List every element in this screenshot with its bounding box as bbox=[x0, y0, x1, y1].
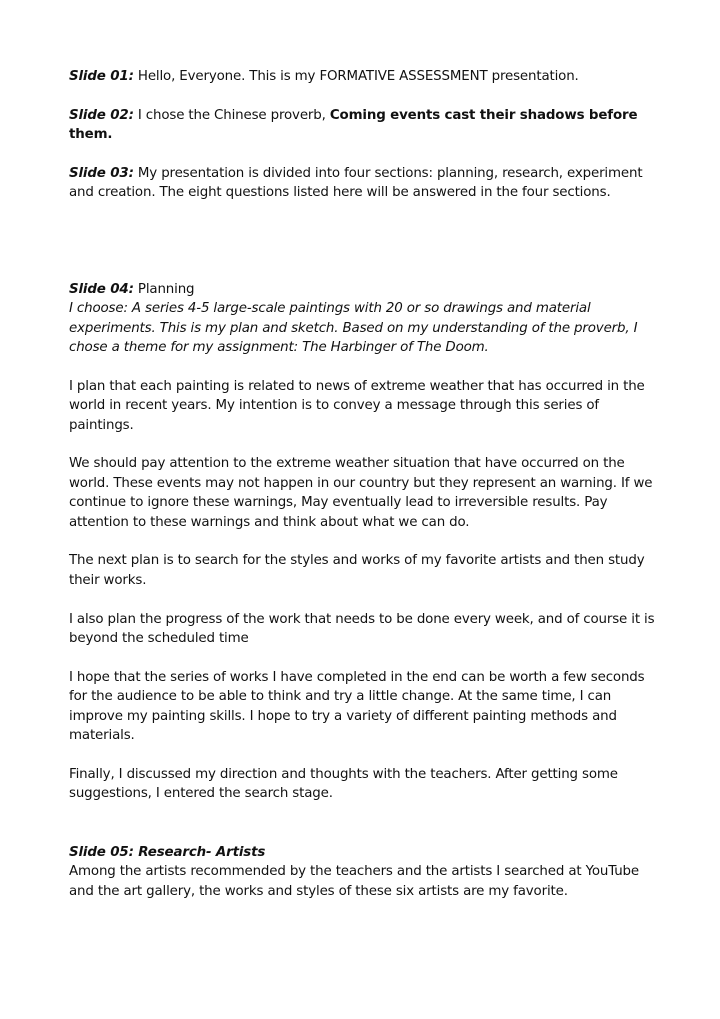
slide-02-label: Slide 02: bbox=[69, 107, 134, 123]
document-page bbox=[69, 67, 659, 901]
slide-04-paragraph: The next plan is to search for the styles and works of my favorite artists and then study their works. bbox=[69, 553, 645, 588]
slide-04-paragraph: I also plan the progress of the work that needs to be done every week, and of course it is beyond the scheduled time bbox=[69, 611, 655, 647]
slide-04-italic-intro: I choose: A series 4-5 large-scale paintings with 20 or so drawings and material experiments. This is my plan and sketch. Based on my understanding of the proverb, I chose a theme for my assignment: The Harbinger of The Doom. bbox=[69, 301, 638, 356]
slide-04-heading bbox=[69, 280, 659, 299]
slide-05-text: Among the artists recommended by the teachers and the artists I searched at YouTube and the art gallery, the works and styles of these six artists are my favorite. bbox=[69, 864, 639, 899]
slide-02-paragraph bbox=[69, 106, 659, 145]
slide-04-paragraph: I plan that each painting is related to news of extreme weather that has occurred in the world in recent years. My intention is to convey a message through this series of paintings. bbox=[69, 378, 645, 433]
slide-04-paragraph: I hope that the series of works I have completed in the end can be worth a few seconds for the audience to be able to think and try a little change. At the same time, I can improve my painting skills. I hope to try a variety of different painting methods and materials. bbox=[69, 669, 645, 744]
slide-01-label: Slide 01: bbox=[69, 69, 134, 84]
slide-04-title: Planning bbox=[133, 281, 195, 297]
slide-01-paragraph bbox=[69, 67, 659, 86]
slide-02-text: I chose the Chinese proverb, bbox=[133, 107, 330, 123]
slide-02-proverb: Coming events cast their shadows before them. bbox=[69, 107, 638, 143]
slide-05-label: Slide 05: Research- Artists bbox=[69, 844, 266, 860]
slide-04-paragraph: Finally, I discussed my direction and thoughts with the teachers. After getting some suggestions, I entered the search stage. bbox=[69, 766, 618, 802]
slide-04-paragraph: We should pay attention to the extreme weather situation that have occurred on the world. These events may not happen in our country but they represent an warning. If we continue to ignore these warnings, May eventually lead to irreversible results. Pay attention to these warnings and think about what we can do. bbox=[69, 456, 653, 530]
slide-04-label: Slide 04: bbox=[69, 281, 134, 297]
slide-03-label: Slide 03: bbox=[69, 166, 134, 181]
slide-03-text: My presentation is divided into four sections: planning, research, experiment and creation. The eight questions listed here will be answered in the four sections. bbox=[69, 166, 643, 201]
slide-01-text: Hello, Everyone. This is my FORMATIVE ASSESSMENT presentation. bbox=[133, 69, 579, 84]
slide-03-paragraph bbox=[69, 164, 659, 203]
